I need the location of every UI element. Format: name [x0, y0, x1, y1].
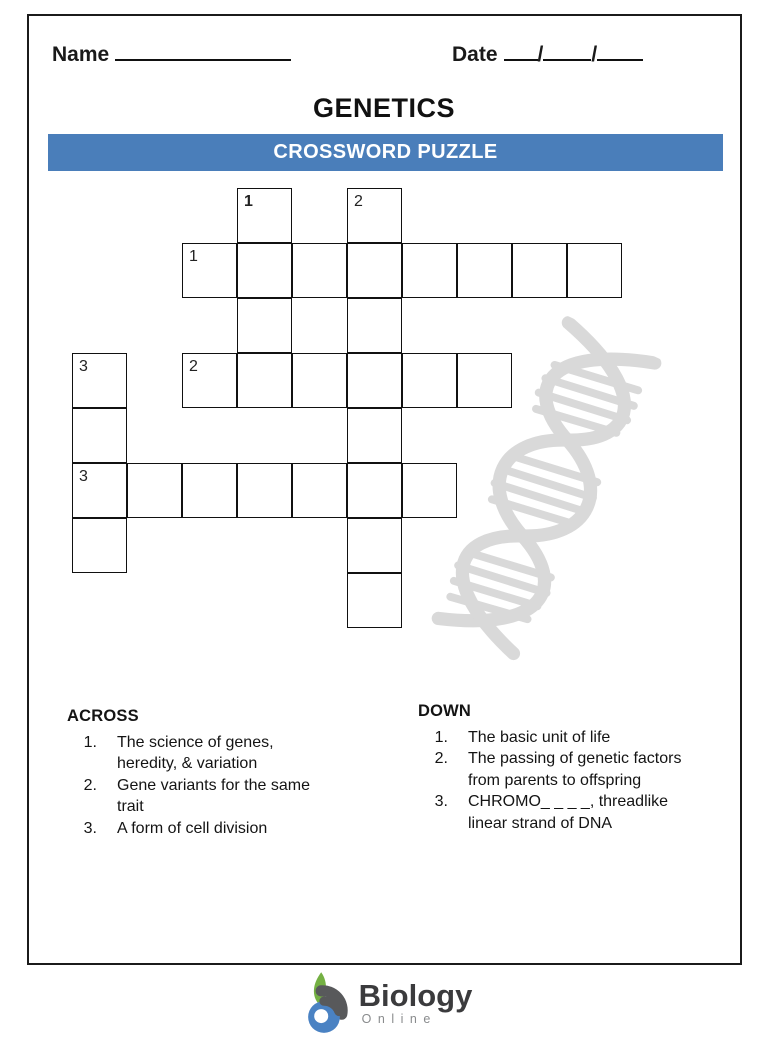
clue-item: [67, 775, 317, 818]
clue-item: [418, 727, 708, 749]
crossword-cell[interactable]: [237, 353, 292, 408]
clue-item: [67, 732, 317, 775]
crossword-cell[interactable]: [237, 188, 292, 243]
crossword-cell[interactable]: [347, 408, 402, 463]
crossword-cell[interactable]: [347, 518, 402, 573]
crossword-cell[interactable]: [402, 463, 457, 518]
cell-clue-number: 2: [354, 193, 363, 210]
clue-item-text: A form of cell division: [117, 819, 268, 837]
cell-clue-number: 1: [244, 193, 253, 210]
crossword-cell[interactable]: [347, 353, 402, 408]
crossword-cell[interactable]: [182, 353, 237, 408]
clue-item-number: 3.: [83, 819, 97, 837]
crossword-cell[interactable]: [292, 243, 347, 298]
crossword-cell[interactable]: [127, 463, 182, 518]
date-label: Date: [452, 43, 498, 66]
down-clues: [418, 701, 708, 834]
crossword-cell[interactable]: [72, 353, 127, 408]
crossword-cell[interactable]: [292, 463, 347, 518]
date-separator: /: [591, 43, 598, 66]
clue-item-number: 3.: [434, 793, 448, 810]
crossword-cell[interactable]: [72, 408, 127, 463]
name-label: Name: [52, 43, 110, 66]
down-heading: DOWN: [418, 702, 472, 720]
crossword-cell[interactable]: [347, 188, 402, 243]
date-blank-3[interactable]: [597, 42, 643, 61]
worksheet-title: GENETICS: [312, 93, 456, 123]
biology-logo-mark: [296, 970, 352, 1036]
crossword-cell[interactable]: [567, 243, 622, 298]
cell-clue-number: 2: [189, 358, 198, 375]
cell-clue-number: 1: [189, 248, 198, 265]
name-row: [52, 42, 291, 67]
brand-subtitle: Online: [361, 1011, 437, 1026]
clue-item-number: 1.: [83, 733, 97, 751]
date-separator: /: [537, 43, 544, 66]
crossword-cell[interactable]: [237, 243, 292, 298]
crossword-cell[interactable]: [182, 243, 237, 298]
crossword-cell[interactable]: [457, 353, 512, 408]
clue-item: [67, 818, 317, 840]
crossword-cell[interactable]: [347, 243, 402, 298]
date-blank-2[interactable]: [543, 42, 591, 61]
across-clues: [67, 706, 317, 839]
brand-name: Biology: [358, 977, 473, 1013]
across-heading: ACROSS: [67, 707, 139, 725]
crossword-cell[interactable]: [72, 463, 127, 518]
name-blank-line[interactable]: [115, 42, 291, 61]
crossword-cell[interactable]: [347, 298, 402, 353]
biology-online-logo: [0, 970, 768, 1036]
crossword-cell[interactable]: [457, 243, 512, 298]
down-list: [418, 727, 708, 835]
banner-text: CROSSWORD PUZZLE: [273, 141, 498, 163]
clue-item-text: The passing of genetic factors from parents to offspring: [468, 750, 682, 789]
crossword-banner: [48, 134, 723, 171]
across-list: [67, 732, 317, 840]
clue-item: [418, 791, 708, 834]
cell-clue-number: 3: [79, 468, 88, 485]
date-blank-1[interactable]: [504, 42, 538, 61]
cell-clue-number: 3: [79, 358, 88, 375]
clue-item-number: 2.: [434, 750, 448, 767]
crossword-cell[interactable]: [512, 243, 567, 298]
crossword-cell[interactable]: [182, 463, 237, 518]
crossword-cell[interactable]: [72, 518, 127, 573]
date-row: [452, 42, 643, 67]
crossword-cell[interactable]: [402, 353, 457, 408]
clue-item-text: CHROMO_ _ _ _, threadlike linear strand of DNA: [468, 793, 669, 832]
crossword-cell[interactable]: [292, 353, 347, 408]
crossword-cell[interactable]: [237, 298, 292, 353]
clue-item: [418, 748, 708, 791]
crossword-cell[interactable]: [347, 573, 402, 628]
crossword-cell[interactable]: [347, 463, 402, 518]
clue-item-text: Gene variants for the same trait: [117, 776, 310, 815]
crossword-cell[interactable]: [237, 463, 292, 518]
clue-item-number: 1.: [434, 728, 448, 746]
crossword-cell[interactable]: [402, 243, 457, 298]
clue-item-text: The basic unit of life: [468, 728, 611, 746]
clue-item-number: 2.: [83, 776, 97, 794]
clue-item-text: The science of genes, heredity, & variation: [117, 733, 274, 772]
